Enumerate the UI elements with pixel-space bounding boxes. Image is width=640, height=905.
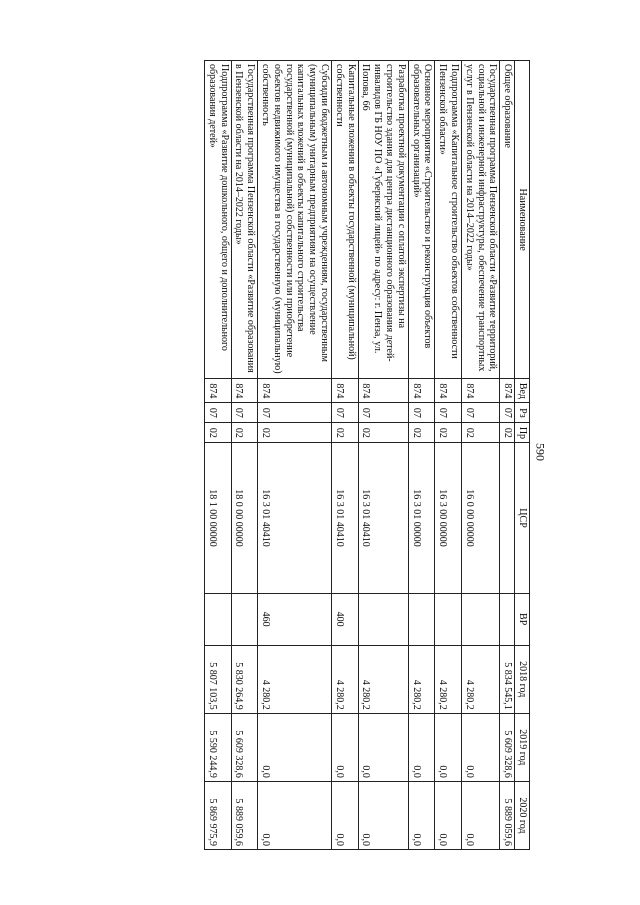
header-rz: Рз	[515, 403, 530, 423]
table-container	[90, 60, 530, 850]
cell-2020: 0,0	[332, 781, 359, 849]
cell-pr: 02	[500, 423, 515, 443]
cell-ved: 874	[205, 379, 232, 403]
header-ved: Вед	[515, 379, 530, 403]
cell-name: Подпрограмма «Развитие дошкольного, общего и дополнительного образования детей»	[205, 61, 232, 379]
cell-ved: 874	[231, 379, 258, 403]
cell-pr: 02	[358, 423, 408, 443]
cell-vr	[408, 593, 435, 645]
cell-vr	[435, 593, 462, 645]
header-vr: ВР	[515, 593, 530, 645]
cell-2018: 4 280,2	[435, 645, 462, 713]
table-row	[358, 61, 408, 850]
cell-2018: 4 280,2	[258, 645, 332, 713]
cell-ved: 874	[500, 379, 515, 403]
cell-ved: 874	[358, 379, 408, 403]
table-row	[462, 61, 500, 850]
cell-2018: 5 807 103,5	[205, 645, 232, 713]
cell-rz: 07	[462, 403, 500, 423]
cell-2020: 0,0	[258, 781, 332, 849]
header-2019: 2019 год	[515, 713, 530, 781]
table-row	[231, 61, 258, 850]
cell-csr: 16 3 01 40410	[358, 443, 408, 593]
rotated-page-content	[90, 60, 530, 850]
cell-pr: 02	[332, 423, 359, 443]
cell-2019: 5 609 328,6	[231, 713, 258, 781]
cell-2020: 0,0	[462, 781, 500, 849]
cell-ved: 874	[435, 379, 462, 403]
cell-csr: 16 3 01 40410	[332, 443, 359, 593]
cell-2019: 0,0	[332, 713, 359, 781]
cell-vr	[462, 593, 500, 645]
cell-csr: 16 0 00 00000	[462, 443, 500, 593]
cell-2019: 0,0	[358, 713, 408, 781]
cell-rz: 07	[205, 403, 232, 423]
cell-csr: 16 3 01 40410	[258, 443, 332, 593]
header-pr: Пр	[515, 423, 530, 443]
cell-rz: 07	[258, 403, 332, 423]
table-row	[500, 61, 515, 850]
cell-2018: 4 280,2	[358, 645, 408, 713]
cell-rz: 07	[500, 403, 515, 423]
cell-ved: 874	[258, 379, 332, 403]
cell-2020: 0,0	[435, 781, 462, 849]
cell-2020: 0,0	[408, 781, 435, 849]
cell-ved: 874	[408, 379, 435, 403]
cell-2019: 0,0	[462, 713, 500, 781]
cell-csr	[500, 443, 515, 593]
cell-csr: 16 3 01 00000	[408, 443, 435, 593]
cell-rz: 07	[408, 403, 435, 423]
cell-vr	[500, 593, 515, 645]
cell-2020: 5 889 059,6	[231, 781, 258, 849]
cell-csr: 18 1 00 00000	[205, 443, 232, 593]
table-row	[435, 61, 462, 850]
table-row	[332, 61, 359, 850]
cell-name: Капитальные вложения в объекты государственной (муниципальной) собственности	[332, 61, 359, 379]
cell-2020: 5 889 059,6	[500, 781, 515, 849]
table-row	[205, 61, 232, 850]
cell-pr: 02	[205, 423, 232, 443]
cell-2019: 0,0	[408, 713, 435, 781]
cell-csr: 16 3 00 00000	[435, 443, 462, 593]
header-name: Наименование	[515, 61, 530, 379]
cell-2018: 4 280,2	[332, 645, 359, 713]
cell-2019: 0,0	[435, 713, 462, 781]
cell-2018: 4 280,2	[462, 645, 500, 713]
cell-2019: 5 609 328,6	[500, 713, 515, 781]
cell-vr: 460	[258, 593, 332, 645]
cell-pr: 02	[462, 423, 500, 443]
cell-vr	[205, 593, 232, 645]
cell-2020: 0,0	[358, 781, 408, 849]
cell-2018: 5 834 545,1	[500, 645, 515, 713]
cell-ved: 874	[332, 379, 359, 403]
cell-2018: 5 830 264,9	[231, 645, 258, 713]
cell-name: Разработка проектной документации с оплатой экспертизы на строительство здания для центра дистанционного образования детей-инвалидов ГБ НОУ ПО «Губернский лицей» по адресу: г. Пенза, ул. Попова, 66	[358, 61, 408, 379]
header-2018: 2018 год	[515, 645, 530, 713]
header-csr: ЦСР	[515, 443, 530, 593]
cell-pr: 02	[408, 423, 435, 443]
cell-name: Основное мероприятие «Строительство и реконструкция объектов образовательных организаций»	[408, 61, 435, 379]
header-2020: 2020 год	[515, 781, 530, 849]
cell-pr: 02	[435, 423, 462, 443]
cell-pr: 02	[231, 423, 258, 443]
cell-name: Общее образование	[500, 61, 515, 379]
cell-vr: 400	[332, 593, 359, 645]
page-number: 590	[533, 443, 548, 461]
cell-name: Субсидии бюджетным и автономным учреждениям, государственным (муниципальным) унитарным предприятиям на осуществление капитальных вложений в объекты капитального строительства государственной (муниципальной) собственности или приобретение объектов недвижимого имущества в государственную (муниципальную) собственность	[258, 61, 332, 379]
cell-2020: 5 869 975,9	[205, 781, 232, 849]
table-row	[258, 61, 332, 850]
cell-ved: 874	[462, 379, 500, 403]
cell-csr: 18 0 00 00000	[231, 443, 258, 593]
cell-rz: 07	[435, 403, 462, 423]
cell-name: Государственная программа Пензенской области «Развитие образования в Пензенской области на 2014–2022 годы»	[231, 61, 258, 379]
table-header-row	[515, 61, 530, 850]
cell-name: Подпрограмма «Капитальное строительство объектов собственности Пензенской области»	[435, 61, 462, 379]
budget-table	[204, 60, 530, 850]
cell-rz: 07	[332, 403, 359, 423]
cell-2018: 4 280,2	[408, 645, 435, 713]
cell-2019: 0,0	[258, 713, 332, 781]
cell-pr: 02	[258, 423, 332, 443]
cell-rz: 07	[231, 403, 258, 423]
cell-name: Государственная программа Пензенской области «Развитие территорий, социальной и инженерной инфраструктуры, обеспечение транспортных услуг в Пензенской области на 2014–2022 годы»	[462, 61, 500, 379]
cell-vr	[358, 593, 408, 645]
table-row	[408, 61, 435, 850]
cell-rz: 07	[358, 403, 408, 423]
cell-vr	[231, 593, 258, 645]
cell-2019: 5 590 244,9	[205, 713, 232, 781]
